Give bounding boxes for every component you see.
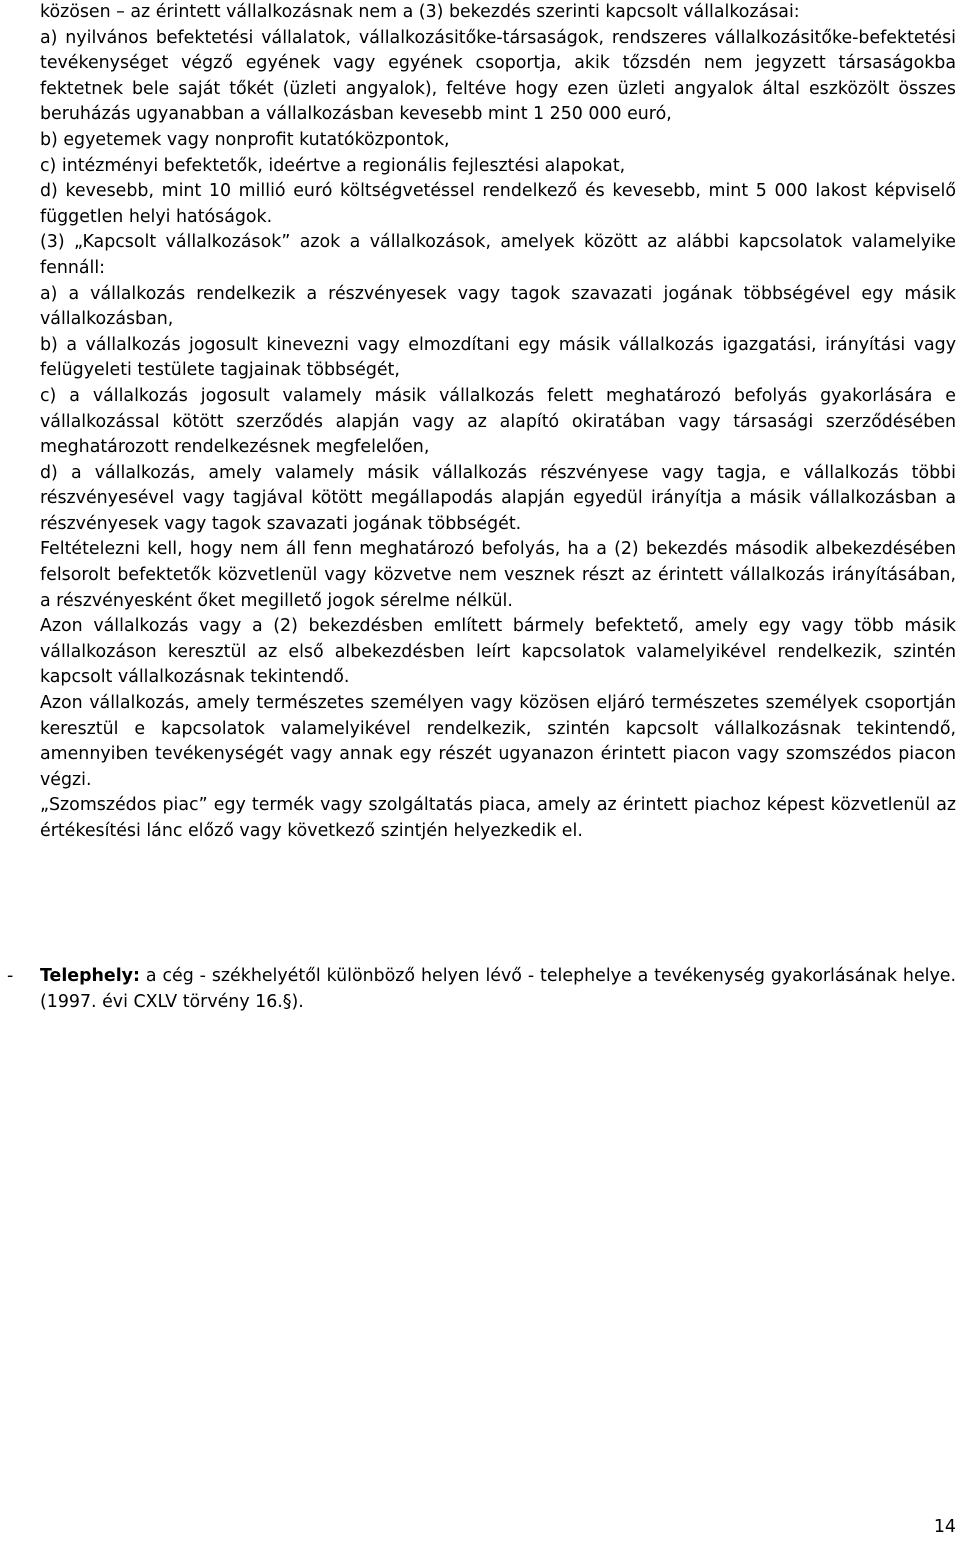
paragraph-section-3: (3) „Kapcsolt vállalkozások” azok a vállalkozások, amelyek között az alábbi kapcsolatok valamelyike fennáll: xyxy=(40,232,956,278)
paragraph-item-a: a) nyilvános befektetési vállalatok, vállalkozásitőke-társaságok, rendszeres vállalkozásitőke-befektetési tevékenységet végző egyének vagy egyének csoportja, akik tőzsdén nem jegyzett társaságokba fektetnek bele saját tőkét (üzleti angyalok), feltéve hogy ezen üzleti angyalok által eszközölt összes beruházás ugyanabban a vállalkozásban kevesebb mint 1 250 000 euró, xyxy=(40,27,956,125)
page-number: 14 xyxy=(933,1517,956,1537)
paragraph-natural-persons: Azon vállalkozás, amely természetes személyen vagy közösen eljáró természetes személyek csoportján keresztül e kapcsolatok valamelyikével rendelkezik, szintén kapcsolt vállalkozásnak tekintendő, amennyiben tevékenységét vagy annak egy részét ugyanazon érintett piacon vagy szomszédos piacon végzi. xyxy=(40,693,956,790)
paragraph-neighbour-market: „Szomszédos piac” egy termék vagy szolgáltatás piaca, amely az érintett piachoz képest közvetlenül az értékesítési lánc előző vagy következő szintjén helyezkedik el. xyxy=(40,795,956,841)
paragraph-section-3-d: d) a vállalkozás, amely valamely másik vállalkozás részvényese vagy tagja, e vállalkozás többi részvényesével vagy tagjával kötött megállapodás alapján egyedül irányítja a másik vállalkozásban a részvényesek vagy tagok szavazati jogának többségét. xyxy=(40,462,956,534)
definition-term: Telephely: xyxy=(40,966,140,986)
paragraph-item-d: d) kevesebb, mint 10 millió euró költségvetéssel rendelkező és kevesebb, mint 5 000 lakost képviselő független helyi hatóságok. xyxy=(40,181,956,227)
paragraph-section-3-a: a) a vállalkozás rendelkezik a részvényesek vagy tagok szavazati jogának többségével egy másik vállalkozásban, xyxy=(40,283,956,330)
paragraph-section-3-b: b) a vállalkozás jogosult kinevezni vagy elmozdítani egy másik vállalkozás igazgatási, irányítási vagy felügyeleti testülete tagjainak többségét, xyxy=(40,334,956,381)
paragraph-investor-link: Azon vállalkozás vagy a (2) bekezdésben említett bármely befektető, amely egy vagy több másik vállalkozáson keresztül az első albekezdésben leírt kapcsolatok valamelyikével rendelkezik, szintén kapcsolt vállalkozásnak tekintendő. xyxy=(40,616,956,688)
bullet-dash: - xyxy=(7,966,14,986)
definition-body xyxy=(40,964,956,1015)
paragraph-item-b: b) egyetemek vagy nonprofit kutatóközpontok, xyxy=(40,129,450,150)
paragraph-presumption: Feltételezni kell, hogy nem áll fenn meghatározó befolyás, ha a (2) bekezdés második albekezdésében felsorolt befektetők közvetlenül vagy közvetve nem vesznek részt az érintett vállalkozás irányításában, a részvényesként őket megillető jogok sérelme nélkül. xyxy=(40,539,956,611)
paragraph-intro: közösen – az érintett vállalkozásnak nem a (3) bekezdés szerinti kapcsolt vállalkozásai: xyxy=(40,2,800,22)
document-body xyxy=(40,0,956,845)
paragraph-item-c: c) intézményi befektetők, ideértve a regionális fejlesztési alapokat, xyxy=(40,155,626,176)
definition-text: a cég - székhelyétől különböző helyen lévő - telephelye a tevékenység gyakorlásának helye. (1997. évi CXLV törvény 16.§). xyxy=(40,966,956,1012)
paragraph-section-3-c: c) a vállalkozás jogosult valamely másik vállalkozás felett meghatározó befolyás gyakorlására e vállalkozással kötött szerződés alapján vagy az alapító okiratában vagy társasági szerződésében meghatározott rendelkezésnek megfelelően, xyxy=(40,385,956,458)
